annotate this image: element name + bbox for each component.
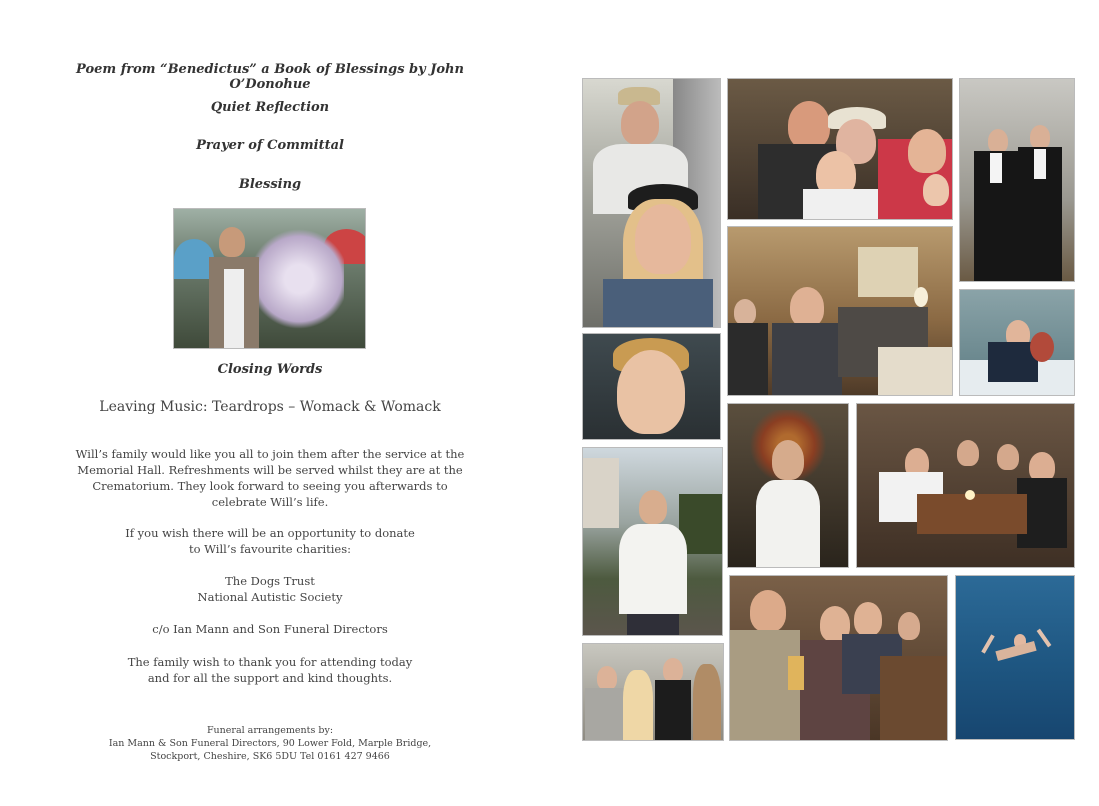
suits-pair-photo [959, 78, 1075, 282]
garden-portrait-photo [582, 447, 723, 636]
charity-item: National Autistic Society [197, 590, 343, 604]
formal-group-photo [582, 643, 724, 741]
poem-heading: Poem from “Benedictus” a Book of Blessings by John O’Donohue [76, 62, 464, 92]
living-room-group-photo [727, 226, 953, 396]
thanks-text [40, 654, 500, 686]
pub-table-group-photo [856, 403, 1075, 568]
sea-swim-photo [955, 575, 1075, 740]
family-group-photo [727, 78, 953, 220]
donation-line: to Will’s favourite charities: [188, 542, 352, 556]
pub-friends-photo [729, 575, 948, 741]
donation-line: If you wish there will be an opportunity to donate [125, 526, 415, 540]
footer-line: Stockport, Cheshire, SK6 5DU Tel 0161 427 9466 [150, 751, 390, 762]
order-of-service [40, 0, 500, 806]
charity-list [40, 573, 500, 605]
selfie-couple-photo [582, 78, 721, 328]
invitation-line: celebrate Will’s life. [211, 495, 329, 509]
thanks-line: The family wish to thank you for attending today [127, 655, 413, 669]
leaving-music: Leaving Music: Teardrops – Womack & Womack [99, 399, 441, 415]
care-of-text: c/o Ian Mann and Son Funeral Directors [152, 622, 388, 636]
invitation-line: Will’s family would like you all to join them after the service at the [75, 447, 465, 461]
invitation-line: Memorial Hall. Refreshments will be served whilst they are at the [77, 463, 463, 477]
boat-couple-photo [959, 289, 1075, 396]
boy-portrait-photo [582, 333, 721, 440]
blessing-heading: Blessing [238, 177, 302, 192]
footer-line: Ian Mann & Son Funeral Directors, 90 Lower Fold, Marple Bridge, [108, 738, 432, 749]
footer-line: Funeral arrangements by: [206, 725, 334, 736]
closing-words-heading: Closing Words [217, 362, 323, 377]
prayer-heading: Prayer of Committal [196, 138, 344, 153]
funeral-arrangements-footer [40, 724, 500, 763]
invitation-line: Crematorium. They look forward to seeing you afterwards to [92, 479, 448, 493]
festival-portrait-photo [173, 208, 366, 349]
feather-headdress-photo [727, 403, 849, 568]
invitation-text [40, 446, 500, 510]
thanks-line: and for all the support and kind thoughts. [147, 671, 393, 685]
donation-text [40, 525, 500, 557]
charity-item: The Dogs Trust [225, 574, 315, 588]
quiet-reflection-heading: Quiet Reflection [210, 100, 330, 115]
